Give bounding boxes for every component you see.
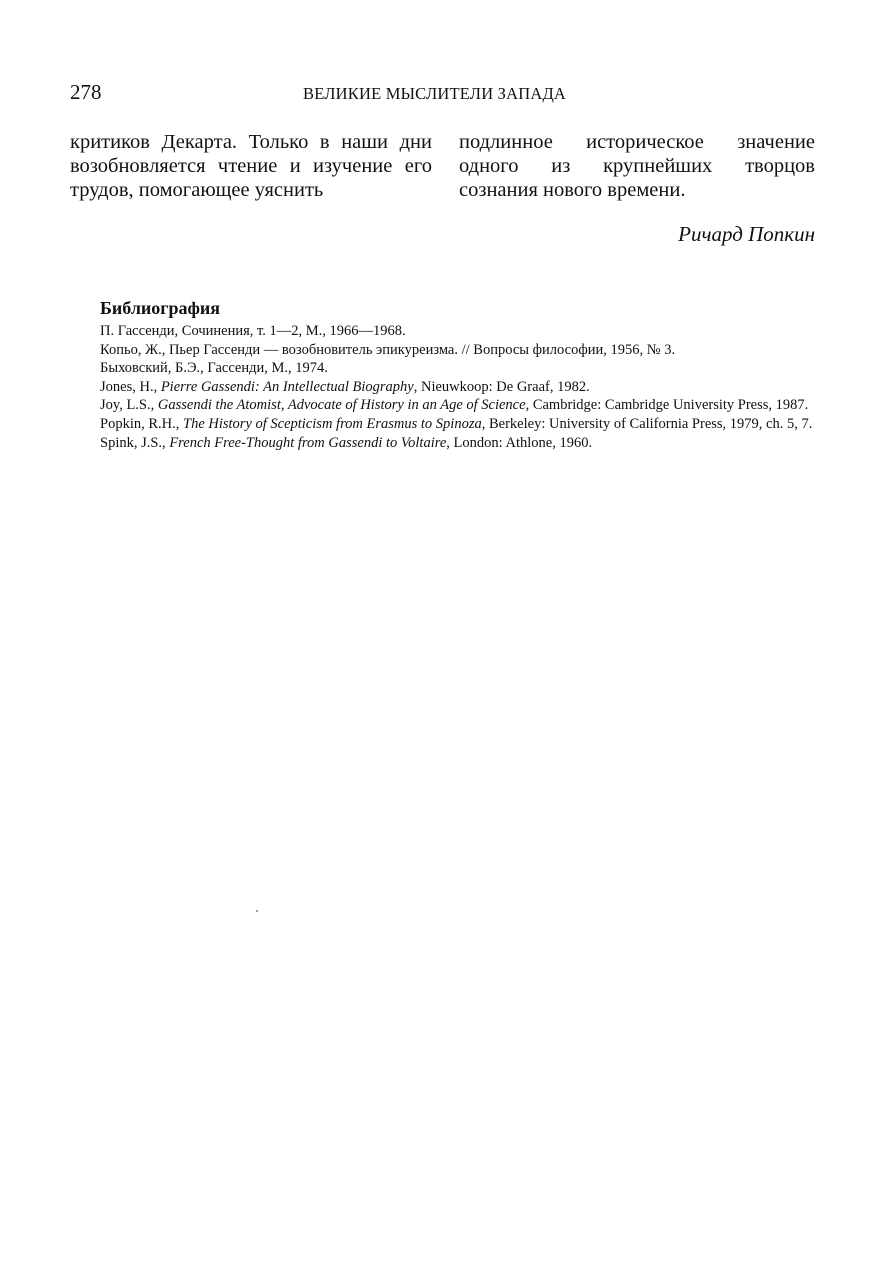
text-column-left: критиков Декарта. Только в наши дни возобновляется чтение и изучение его трудов, помогающее уяснить xyxy=(70,131,432,201)
entry-author: Spink, J.S., xyxy=(100,434,170,451)
bibliography-entry xyxy=(72,359,815,378)
bibliography-entry xyxy=(72,434,815,453)
entry-publication: , Nieuwkoop: De Graaf, 1982. xyxy=(413,378,590,395)
entry-publication: , Berkeley: University of California Press, 1979, ch. 5, 7. xyxy=(481,415,813,432)
running-head: ВЕЛИКИЕ МЫСЛИТЕЛИ ЗАПАДА xyxy=(303,84,567,103)
bibliography-entry xyxy=(72,322,815,341)
text-column-right: подлинное историческое значение одного из крупнейших творцов сознания нового времени. xyxy=(459,131,815,201)
entry-title: The History of Scepticism from Erasmus to Spinoza xyxy=(183,415,482,432)
entry-title: Pierre Gassendi: An Intellectual Biography xyxy=(160,378,414,395)
entry-author: Joy, L.S., xyxy=(100,397,158,414)
entry-author: Popkin, R.H., xyxy=(100,415,183,432)
page-number: 278 xyxy=(70,80,102,104)
bibliography-list xyxy=(72,322,815,452)
entry-author: Копьо, Ж., Пьер Гассенди — возобновитель эпикуреизма. // Вопросы философии, 1956, № 3. xyxy=(100,341,676,358)
entry-author: П. Гассенди, Сочинения, т. 1—2, М., 1966—1968. xyxy=(100,323,406,339)
entry-title: French Free-Thought from Gassendi to Voltaire xyxy=(169,434,447,451)
entry-publication: , London: Athlone, 1960. xyxy=(446,434,593,451)
entry-publication: , Cambridge: Cambridge University Press, 1987. xyxy=(525,397,809,414)
bibliography-heading: Библиография xyxy=(100,298,221,318)
bibliography-entry xyxy=(72,396,815,415)
bibliography-entry xyxy=(72,415,815,434)
bibliography-entry xyxy=(72,341,815,360)
entry-author: Jones, H., xyxy=(100,378,161,395)
scan-speck xyxy=(256,910,258,912)
author-signature: Ричард Попкин xyxy=(678,222,815,246)
bibliography-entry xyxy=(72,378,815,397)
entry-title: Gassendi the Atomist, Advocate of History in an Age of Science xyxy=(157,397,526,414)
entry-author: Быховский, Б.Э., Гассенди, М., 1974. xyxy=(100,360,328,377)
